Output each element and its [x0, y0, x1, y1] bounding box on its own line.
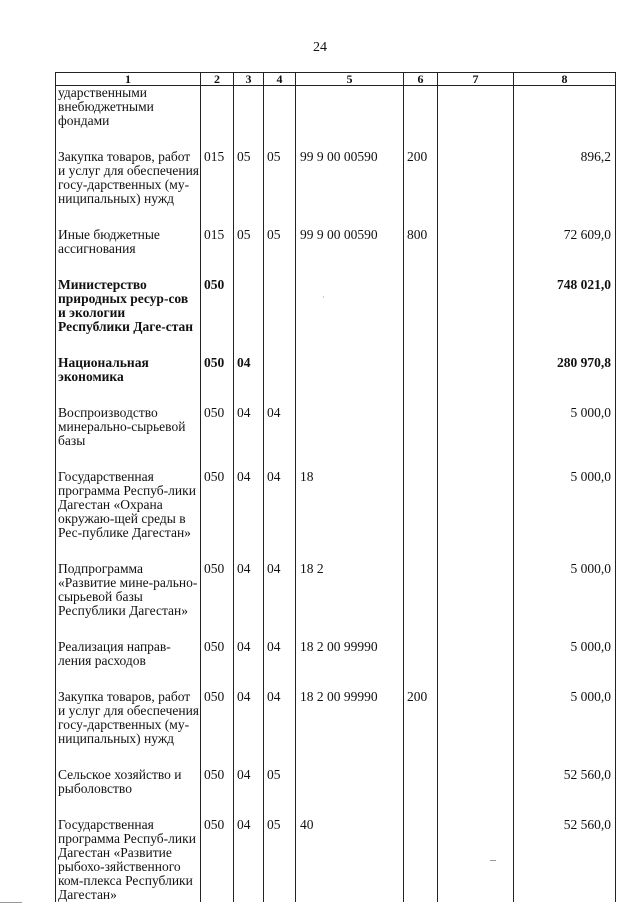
- spacer-cell: [514, 206, 616, 228]
- spacer-cell: [264, 334, 296, 356]
- row-chapter: 050: [201, 768, 234, 796]
- spacer-cell: [234, 334, 264, 356]
- row-spacer: [56, 540, 616, 562]
- spacer-cell: [404, 128, 438, 150]
- spacer-cell: [514, 384, 616, 406]
- spacer-cell: [296, 384, 404, 406]
- spacer-cell: [264, 448, 296, 470]
- spacer-cell: [201, 618, 234, 640]
- page-number: 24: [313, 40, 327, 55]
- row-chapter: 050: [201, 562, 234, 618]
- spacer-cell: [438, 668, 514, 690]
- row-col-7: [438, 470, 514, 540]
- row-name: Закупка товаров, работ и услуг для обеспечения госу-дарственных (му-ниципальных) нужд: [56, 690, 201, 746]
- row-col-7: [438, 690, 514, 746]
- spacer-cell: [438, 256, 514, 278]
- spacer-cell: [404, 334, 438, 356]
- row-col-7: [438, 768, 514, 796]
- header-row: [56, 73, 616, 86]
- row-name: Министерство природных ресур-сов и экологии Республики Даге-стан: [56, 278, 201, 334]
- row-expense-type: [404, 86, 438, 129]
- spacer-cell: [296, 334, 404, 356]
- spacer-cell: [234, 206, 264, 228]
- row-target-article: [296, 278, 404, 334]
- row-section: [234, 86, 264, 129]
- spacer-cell: [438, 206, 514, 228]
- row-expense-type: [404, 406, 438, 448]
- row-chapter: 050: [201, 278, 234, 334]
- row-amount: 5 000,0: [514, 690, 616, 746]
- row-name: Государственная программа Респуб-лики Дагестан «Охрана окружаю-щей среды в Рес-публике Дагестан»: [56, 470, 201, 540]
- table-row: [56, 690, 616, 746]
- spacer-cell: [404, 448, 438, 470]
- row-name: Подпрограмма «Развитие мине-рально-сырьевой базы Республики Дагестан»: [56, 562, 201, 618]
- row-section: 04: [234, 768, 264, 796]
- header-col-7: 7: [438, 73, 514, 86]
- spacer-cell: [296, 448, 404, 470]
- row-amount: 52 560,0: [514, 768, 616, 796]
- table-row: [56, 818, 616, 902]
- row-chapter: 050: [201, 356, 234, 384]
- spacer-cell: [264, 384, 296, 406]
- row-amount: 748 021,0: [514, 278, 616, 334]
- row-amount: 5 000,0: [514, 406, 616, 448]
- row-subsection: 04: [264, 690, 296, 746]
- row-subsection: [264, 356, 296, 384]
- spacer-cell: [438, 334, 514, 356]
- spacer-cell: [56, 796, 201, 818]
- spacer-cell: [201, 796, 234, 818]
- scan-mark: [0, 902, 22, 903]
- spacer-cell: [201, 334, 234, 356]
- row-spacer: [56, 448, 616, 470]
- row-target-article: [296, 406, 404, 448]
- row-section: 04: [234, 640, 264, 668]
- spacer-cell: [404, 206, 438, 228]
- row-expense-type: 200: [404, 690, 438, 746]
- row-target-article: 99 9 00 00590: [296, 150, 404, 206]
- spacer-cell: [296, 206, 404, 228]
- row-amount: 5 000,0: [514, 640, 616, 668]
- spacer-cell: [514, 540, 616, 562]
- spacer-cell: [56, 256, 201, 278]
- spacer-cell: [234, 384, 264, 406]
- row-spacer: [56, 668, 616, 690]
- spacer-cell: [264, 746, 296, 768]
- table-row: [56, 86, 616, 129]
- spacer-cell: [404, 256, 438, 278]
- row-col-7: [438, 818, 514, 902]
- spacer-cell: [264, 540, 296, 562]
- row-spacer: [56, 334, 616, 356]
- spacer-cell: [404, 668, 438, 690]
- row-spacer: [56, 746, 616, 768]
- spacer-cell: [56, 448, 201, 470]
- row-section: 04: [234, 470, 264, 540]
- row-amount: 52 560,0: [514, 818, 616, 902]
- row-name: Национальная экономика: [56, 356, 201, 384]
- row-col-7: [438, 278, 514, 334]
- row-expense-type: 200: [404, 150, 438, 206]
- row-chapter: [201, 86, 234, 129]
- row-subsection: 05: [264, 150, 296, 206]
- row-expense-type: [404, 562, 438, 618]
- header-col-8: 8: [514, 73, 616, 86]
- spacer-cell: [56, 746, 201, 768]
- spacer-cell: [56, 384, 201, 406]
- row-chapter: 050: [201, 818, 234, 902]
- spacer-cell: [234, 128, 264, 150]
- row-expense-type: [404, 470, 438, 540]
- header-col-2: 2: [201, 73, 234, 86]
- spacer-cell: [264, 618, 296, 640]
- row-amount: 5 000,0: [514, 562, 616, 618]
- spacer-cell: [234, 668, 264, 690]
- row-expense-type: [404, 768, 438, 796]
- spacer-cell: [234, 256, 264, 278]
- spacer-cell: [404, 618, 438, 640]
- spacer-cell: [234, 796, 264, 818]
- row-section: 04: [234, 356, 264, 384]
- spacer-cell: [296, 618, 404, 640]
- row-expense-type: [404, 278, 438, 334]
- spacer-cell: [296, 746, 404, 768]
- spacer-cell: [296, 256, 404, 278]
- row-subsection: 05: [264, 768, 296, 796]
- spacer-cell: [201, 746, 234, 768]
- row-section: 04: [234, 690, 264, 746]
- spacer-cell: [56, 206, 201, 228]
- spacer-cell: [56, 128, 201, 150]
- row-col-7: [438, 356, 514, 384]
- spacer-cell: [404, 796, 438, 818]
- row-section: 04: [234, 406, 264, 448]
- row-amount: 72 609,0: [514, 228, 616, 256]
- table-row: [56, 150, 616, 206]
- row-col-7: [438, 640, 514, 668]
- spacer-cell: [56, 668, 201, 690]
- spacer-cell: [514, 796, 616, 818]
- row-target-article: 18 2: [296, 562, 404, 618]
- table-row: [56, 470, 616, 540]
- spacer-cell: [404, 540, 438, 562]
- header-col-1: 1: [56, 73, 201, 86]
- row-chapter: 050: [201, 690, 234, 746]
- spacer-cell: [296, 128, 404, 150]
- row-col-7: [438, 562, 514, 618]
- table-row: [56, 228, 616, 256]
- row-name: ударственными внебюджетными фондами: [56, 86, 201, 129]
- row-target-article: [296, 768, 404, 796]
- row-name: Реализация направ-ления расходов: [56, 640, 201, 668]
- spacer-cell: [438, 128, 514, 150]
- row-spacer: [56, 256, 616, 278]
- row-subsection: 04: [264, 470, 296, 540]
- table-row: [56, 768, 616, 796]
- scan-mark: ·: [322, 293, 325, 302]
- row-spacer: [56, 128, 616, 150]
- spacer-cell: [201, 128, 234, 150]
- row-target-article: 18 2 00 99990: [296, 690, 404, 746]
- row-subsection: 04: [264, 562, 296, 618]
- row-subsection: [264, 86, 296, 129]
- spacer-cell: [404, 746, 438, 768]
- row-target-article: 40: [296, 818, 404, 902]
- table-row: [56, 278, 616, 334]
- scan-mark: [490, 860, 496, 861]
- row-chapter: 050: [201, 640, 234, 668]
- row-amount: 896,2: [514, 150, 616, 206]
- spacer-cell: [404, 384, 438, 406]
- row-name: Воспроизводство минерально-сырьевой базы: [56, 406, 201, 448]
- spacer-cell: [234, 618, 264, 640]
- row-name: Государственная программа Респуб-лики Дагестан «Развитие рыбохо-зяйственного ком-плекса Республики Дагестан»: [56, 818, 201, 902]
- spacer-cell: [201, 206, 234, 228]
- spacer-cell: [264, 128, 296, 150]
- spacer-cell: [201, 256, 234, 278]
- spacer-cell: [264, 256, 296, 278]
- header-col-3: 3: [234, 73, 264, 86]
- row-section: [234, 278, 264, 334]
- spacer-cell: [264, 206, 296, 228]
- spacer-cell: [438, 618, 514, 640]
- spacer-cell: [514, 334, 616, 356]
- row-name: Закупка товаров, работ и услуг для обеспечения госу-дарственных (му-ниципальных) нужд: [56, 150, 201, 206]
- row-name: Иные бюджетные ассигнования: [56, 228, 201, 256]
- spacer-cell: [514, 618, 616, 640]
- row-target-article: 99 9 00 00590: [296, 228, 404, 256]
- spacer-cell: [56, 618, 201, 640]
- row-expense-type: 800: [404, 228, 438, 256]
- table-row: [56, 406, 616, 448]
- spacer-cell: [264, 796, 296, 818]
- table-row: [56, 356, 616, 384]
- spacer-cell: [201, 448, 234, 470]
- spacer-cell: [514, 256, 616, 278]
- row-subsection: 04: [264, 640, 296, 668]
- row-col-7: [438, 406, 514, 448]
- spacer-cell: [438, 796, 514, 818]
- row-expense-type: [404, 640, 438, 668]
- spacer-cell: [234, 448, 264, 470]
- table-body: [56, 86, 616, 903]
- row-target-article: 18 2 00 99990: [296, 640, 404, 668]
- row-spacer: [56, 384, 616, 406]
- row-subsection: 04: [264, 406, 296, 448]
- spacer-cell: [234, 540, 264, 562]
- spacer-cell: [438, 746, 514, 768]
- row-spacer: [56, 796, 616, 818]
- row-target-article: [296, 86, 404, 129]
- spacer-cell: [438, 540, 514, 562]
- header-col-4: 4: [264, 73, 296, 86]
- row-section: 05: [234, 150, 264, 206]
- header-col-6: 6: [404, 73, 438, 86]
- row-target-article: [296, 356, 404, 384]
- spacer-cell: [296, 540, 404, 562]
- row-name: Сельское хозяйство и рыболовство: [56, 768, 201, 796]
- row-spacer: [56, 206, 616, 228]
- header-col-5: 5: [296, 73, 404, 86]
- row-chapter: 015: [201, 150, 234, 206]
- row-section: 05: [234, 228, 264, 256]
- spacer-cell: [234, 746, 264, 768]
- spacer-cell: [296, 668, 404, 690]
- row-col-7: [438, 228, 514, 256]
- spacer-cell: [514, 668, 616, 690]
- spacer-cell: [201, 540, 234, 562]
- spacer-cell: [514, 128, 616, 150]
- spacer-cell: [56, 334, 201, 356]
- row-section: 04: [234, 818, 264, 902]
- row-subsection: 05: [264, 818, 296, 902]
- table-row: [56, 640, 616, 668]
- row-subsection: [264, 278, 296, 334]
- spacer-cell: [201, 384, 234, 406]
- row-col-7: [438, 150, 514, 206]
- spacer-cell: [514, 746, 616, 768]
- spacer-cell: [296, 796, 404, 818]
- row-amount: [514, 86, 616, 129]
- budget-table: [55, 72, 616, 902]
- row-amount: 5 000,0: [514, 470, 616, 540]
- spacer-cell: [201, 668, 234, 690]
- spacer-cell: [438, 384, 514, 406]
- spacer-cell: [514, 448, 616, 470]
- table-row: [56, 562, 616, 618]
- row-chapter: 015: [201, 228, 234, 256]
- row-expense-type: [404, 818, 438, 902]
- spacer-cell: [264, 668, 296, 690]
- row-col-7: [438, 86, 514, 129]
- row-chapter: 050: [201, 470, 234, 540]
- spacer-cell: [56, 540, 201, 562]
- row-expense-type: [404, 356, 438, 384]
- row-target-article: 18: [296, 470, 404, 540]
- row-section: 04: [234, 562, 264, 618]
- row-chapter: 050: [201, 406, 234, 448]
- row-amount: 280 970,8: [514, 356, 616, 384]
- row-subsection: 05: [264, 228, 296, 256]
- spacer-cell: [438, 448, 514, 470]
- row-spacer: [56, 618, 616, 640]
